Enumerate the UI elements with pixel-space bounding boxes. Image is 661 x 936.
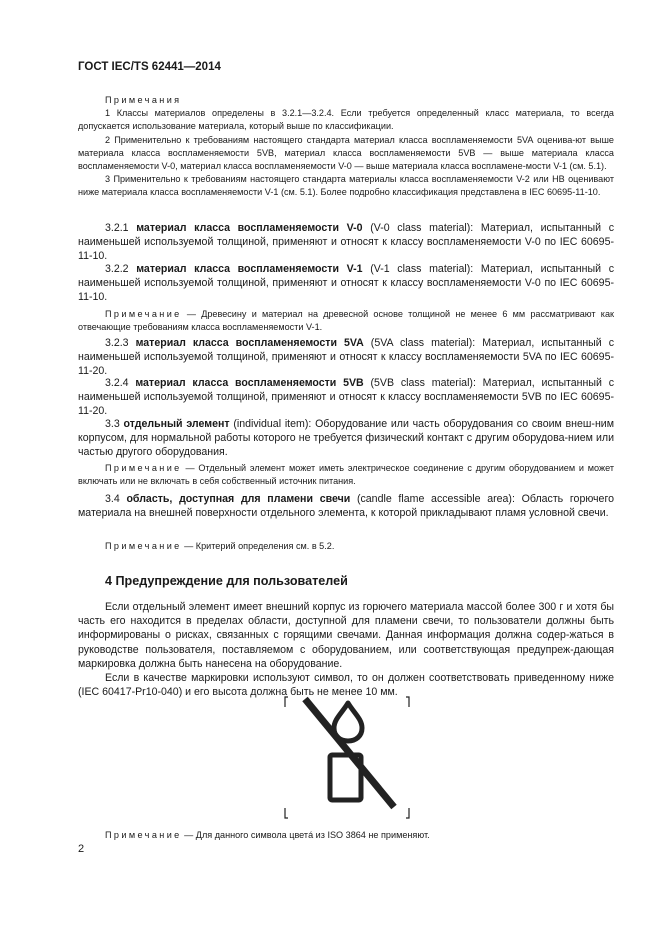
term: область, доступная для пламени свечи [126,493,351,505]
note-2: 2 Применительно к требованиям настоящего стандарта материал класса воспламеняемости 5VA оценива-ют выше материала класса воспламеняемости 5VB, материал класса воспламеняемости 5VB — выше материала класса воспламеняемости V-0, материал класса воспламеняемости V-0 — выше материала класса воспламене-мости V-1 (см. 5.1). [78,134,614,172]
definition: (V-1 class material): Материал, испытанный с наименьшей используемой толщиной, применяют и относят к классу воспламеняемости V-0 по IEC 60695-11-10. [78,263,614,304]
note-1: 1 Классы материалов определены в 3.2.1—3.2.4. Если требуется определенный класс материала, то всегда допускается использование материала, который выше по классификации. [78,108,614,132]
clause-number: 3.2.3 [105,337,129,349]
note-3: 3 Применительно к требованиям настоящего стандарта материалы класса воспламеняемости V-2 или HB оценивают ниже материала класса воспламеняемости V-1 (см. 5.1). Более подробно классификация представлена в IEC 60695-11-10. [78,174,614,198]
note-label: Примечание [105,463,182,473]
section-4-paragraph-2: Если в качестве маркировки используют символ, то он должен соответствовать приведенному ниже (IEC 60417-Pr10-040) и его высота должна быть не менее 10 мм. [78,672,614,699]
note-text: — Отдельный элемент может иметь электрическое соединение с другим оборудованием и может включать или не включать в себя собственный источник питания. [78,463,615,487]
clause-number: 3.3 [105,418,120,430]
no-candle-symbol [282,695,412,820]
term: материал класса воспламеняемости 5VA [135,337,364,349]
notes-block [78,94,614,200]
section-3-2-4 [78,376,614,419]
note-label: Примечание [105,830,182,840]
document-header: ГОСТ IEC/TS 62441—2014 [78,61,221,73]
definition: (candle flame accessible area): Область горючего материала на внешней поверхности отдельного элемента, к которой прикладывают пламя условной свечи. [78,493,614,520]
note-text: — Для данного символа цветá из ISO 3864 не применяют. [184,830,430,840]
section-3-3 [78,417,614,460]
term: материал класса воспламеняемости 5VB [135,377,364,389]
page-number: 2 [78,843,85,855]
section-3-4 [78,492,614,520]
term: отдельный элемент [123,418,230,430]
note-symbol [78,829,614,842]
section-3-2-3 [78,336,614,379]
clause-number: 3.2.2 [105,263,129,275]
note-individual-item [78,462,614,488]
note-area [78,540,614,553]
definition: (5VB class material): Материал, испытанный с наименьшей используемой толщиной, применяют и относят к классу воспламеняемости 5VB по IEC 60695-11-20. [78,377,614,418]
term: материал класса воспламеняемости V-1 [136,263,363,275]
clause-number: 3.2.4 [105,377,129,389]
clause-number: 3.4 [105,493,120,505]
prohibition-slash-icon [305,699,394,807]
section-3-2-2 [78,262,614,305]
section-3-2-1 [78,221,614,264]
section-4-body [78,600,614,699]
note-label: Примечание [105,309,182,319]
note-v1 [78,308,614,334]
note-text: — Древесину и материал на древесной основе толщиной не менее 6 мм рассматривают как отвечающие требованиям класса воспламеняемости V-1. [78,309,614,333]
definition: (individual item): Оборудование или часть оборудования со своим внеш-ним корпусом, для нормальной работы которого не требуется физический контакт с другим оборудова-нием или частью другого оборудования. [78,418,614,459]
definition: (5VA class material): Материал, испытанный с наименьшей используемой толщиной, применяют и относят к классу воспламеняемости 5VA по IEC 60695-11-20. [78,337,614,378]
clause-number: 3.2.1 [105,222,129,234]
section-4-paragraph-1: Если отдельный элемент имеет внешний корпус из горючего материала массой более 300 г и хотя бы часть его находится в пределах области, доступной для пламени свечи, то пользователи должны быть информированы о рисках, связанных с горящими свечами. Данная информация должна содер-жаться в руководстве пользователя, поставляемом с оборудованием, или соответствующая предупреж-дающая маркировка должна быть нанесена на оборудование. [78,601,614,670]
note-label: Примечание [105,541,182,551]
definition: (V-0 class material): Материал, испытанный с наименьшей используемой толщиной, применяют и относят к классу воспламеняемости V-0 по IEC 60695-11-10. [78,222,614,263]
section-4-title: 4 Предупреждение для пользователей [105,574,348,588]
notes-title: Примечания [105,95,182,105]
term: материал класса воспламеняемости V-0 [136,222,363,234]
note-text: — Критерий определения см. в 5.2. [184,541,335,551]
